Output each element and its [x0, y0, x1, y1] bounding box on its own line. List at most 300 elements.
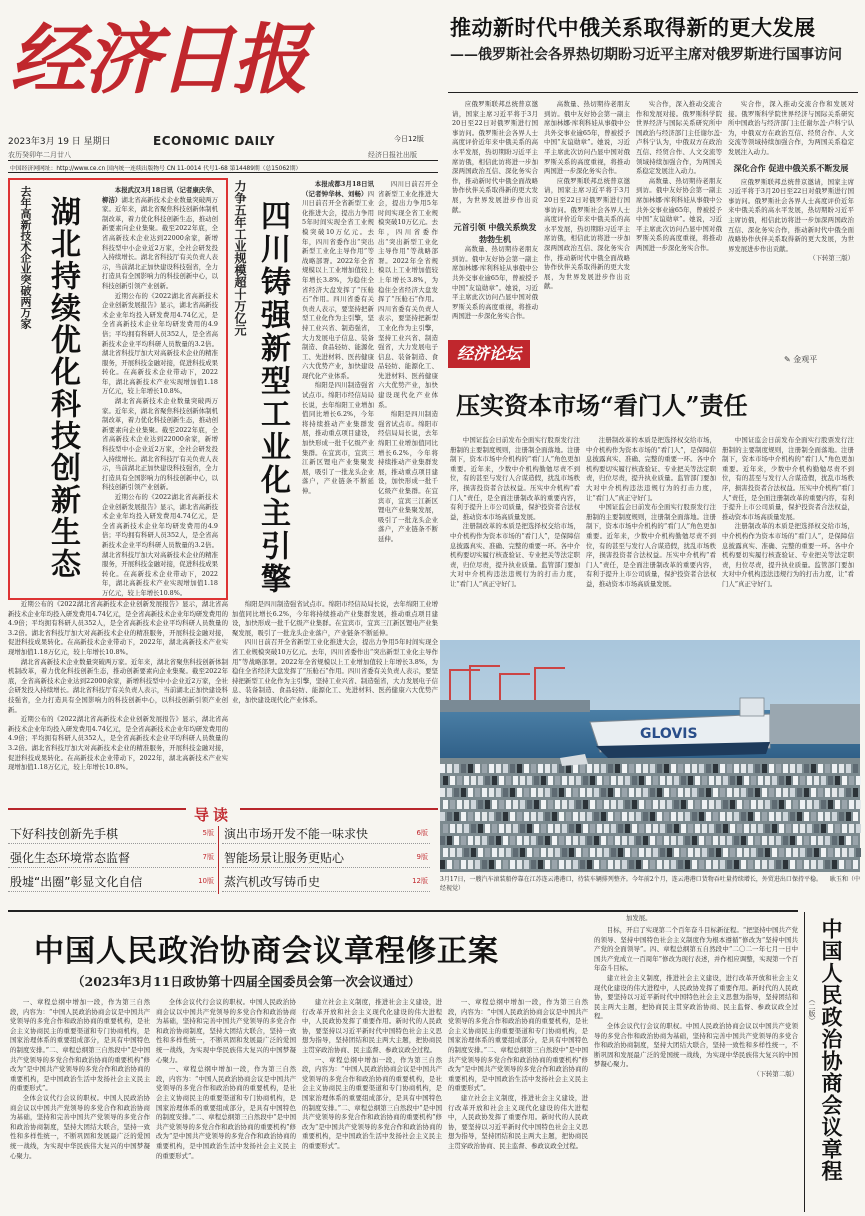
parked-car	[643, 788, 648, 797]
parked-car	[720, 764, 725, 773]
parked-car	[618, 848, 623, 857]
parked-car	[601, 836, 606, 845]
parked-car	[688, 848, 693, 857]
parked-car	[440, 788, 445, 797]
parked-car	[839, 860, 844, 869]
photo-caption: 3月17日，一艘汽车滚装船停靠在江苏连云港港口，待装车辆排列整齐。今年前2个月，连云港港口货物吞吐量持续增长，外贸进出口保持平稳。 耿玉和（中经视觉）	[440, 876, 860, 892]
parked-car	[583, 776, 588, 785]
parked-car	[804, 812, 809, 821]
guide-item-title: 强化生态环境常态监督	[10, 851, 131, 865]
parked-car	[776, 836, 781, 845]
guide-item-page: 9版	[416, 853, 428, 861]
parked-car	[790, 836, 795, 845]
parked-car	[720, 860, 725, 869]
parked-car	[772, 776, 777, 785]
parked-car	[443, 848, 448, 857]
parked-car	[762, 788, 767, 797]
masthead-title: 经济日报	[10, 15, 306, 104]
parked-car	[825, 836, 830, 845]
parked-car	[527, 848, 532, 857]
parked-car	[713, 788, 718, 797]
parked-car	[625, 824, 630, 833]
parked-car	[674, 824, 679, 833]
parked-car	[464, 776, 469, 785]
parked-car	[849, 848, 854, 857]
parked-car	[748, 788, 753, 797]
parked-car	[751, 848, 756, 857]
parked-car	[590, 800, 595, 809]
parked-car	[559, 860, 564, 869]
parked-car	[762, 860, 767, 869]
parked-car	[748, 764, 753, 773]
parked-car	[723, 848, 728, 857]
parked-car	[643, 812, 648, 821]
parked-car	[849, 776, 854, 785]
parked-car	[615, 764, 620, 773]
parked-car	[734, 836, 739, 845]
parked-car	[503, 860, 508, 869]
parked-car	[807, 848, 812, 857]
parked-car	[779, 848, 784, 857]
parked-car	[454, 788, 459, 797]
top-story-col-2: 高数量、热切期待老朋友到访。俄中友好协会第一副主席加林娜·库利科娃从事俄中公共外交事业逾65年，曾被授予中国“友谊勋章”。她说，习近平主席此次访问凸显中国对俄罗斯关系的高度重视，将推动两国进一步深化务实合作。 应俄罗斯联邦总统普京邀请，国家主席习近平将于3月20日至22日对俄罗斯进行国事访问。俄罗斯社会各界人士高度评价近年来中俄关系的高水平发展，热切期盼习近平主席访俄，相信此访将进一步加深两国政治互信、深化务实合作，推动新时代中俄全面战略协作伙伴关系取得新的更大发展，为世界发展进步作出贡献。	[544, 100, 630, 291]
guide-item[interactable]	[8, 870, 216, 892]
parked-car	[464, 824, 469, 833]
parked-car	[471, 800, 476, 809]
parked-car	[461, 788, 466, 797]
parked-car	[548, 800, 553, 809]
parked-car	[769, 788, 774, 797]
parked-car	[604, 776, 609, 785]
parked-car	[681, 848, 686, 857]
parked-car	[776, 860, 781, 869]
parked-car	[737, 800, 742, 809]
parked-car	[828, 776, 833, 785]
parked-car	[552, 860, 557, 869]
parked-car	[583, 824, 588, 833]
parked-car	[835, 848, 840, 857]
parked-car	[475, 764, 480, 773]
parked-car	[611, 776, 616, 785]
guide-item-page: 7版	[202, 853, 214, 861]
parked-car	[730, 824, 735, 833]
parked-car	[727, 812, 732, 821]
parked-car	[552, 812, 557, 821]
parked-car	[762, 812, 767, 821]
parked-car	[468, 836, 473, 845]
parked-car	[506, 800, 511, 809]
parked-car	[552, 764, 557, 773]
parked-car	[678, 764, 683, 773]
port-photo-illustration	[440, 640, 860, 872]
parked-car	[814, 824, 819, 833]
parked-car	[615, 860, 620, 869]
parked-car	[545, 836, 550, 845]
parked-car	[706, 836, 711, 845]
parked-car	[730, 800, 735, 809]
guide-item-page: 6版	[416, 829, 428, 837]
parked-car	[685, 764, 690, 773]
port-photo	[440, 640, 860, 872]
parked-car	[793, 800, 798, 809]
parked-car	[783, 836, 788, 845]
parked-car	[643, 764, 648, 773]
sichuan-headline: 四川铸强新型工业化主引擎	[255, 200, 290, 596]
parked-car	[548, 824, 553, 833]
parked-car	[622, 764, 627, 773]
parked-car	[695, 800, 700, 809]
parked-car	[807, 776, 812, 785]
parked-car	[776, 788, 781, 797]
parked-car	[657, 764, 662, 773]
parked-car	[566, 812, 571, 821]
parked-car	[678, 860, 683, 869]
parked-car	[489, 788, 494, 797]
lunar-date: 农历癸卯年二月廿八	[8, 151, 71, 159]
parked-car	[751, 800, 756, 809]
parked-car	[821, 824, 826, 833]
parked-car	[713, 860, 718, 869]
parked-car	[667, 776, 672, 785]
parked-car	[839, 764, 844, 773]
parked-car	[832, 836, 837, 845]
parked-car	[545, 764, 550, 773]
parked-car	[615, 812, 620, 821]
parked-car	[447, 764, 452, 773]
parked-car	[443, 824, 448, 833]
parked-car	[706, 788, 711, 797]
guide-item-page: 5版	[202, 829, 214, 837]
parked-car	[797, 788, 802, 797]
parked-car	[552, 836, 557, 845]
parked-car	[800, 800, 805, 809]
parked-car	[629, 860, 634, 869]
parked-car	[482, 764, 487, 773]
parked-car	[454, 764, 459, 773]
parked-car	[790, 764, 795, 773]
top-story-col-1: 应俄罗斯联邦总统普京邀请，国家主席习近平将于3月20日至22日对俄罗斯进行国事访问。俄罗斯社会各界人士高度评价近年来中俄关系的高水平发展，热切期盼习近平主席访俄，相信此访将进一步加深两国政治互信、深化务实合作，推动新时代中俄全面战略协作伙伴关系取得新的更大发展，为世界发展进步作出贡献。 元首引领 中俄关系焕发勃勃生机 高数量、热切期待老朋友到访。俄中友好协会第一副主席加林娜·库利科娃从事俄中公共外交事业逾65年，曾被授予中国“友谊勋章”。她说，习近平主席此次访问凸显中国对俄罗斯关系的高度重视，将推动两国进一步深化务实合作。	[452, 100, 538, 321]
parked-car	[741, 836, 746, 845]
parked-car	[699, 812, 704, 821]
bottom-col-5: 目标，开启了实现第二个百年奋斗目标新征程。“把坚持中国共产党的领导、坚持中国特色社会主义制度作为根本遵循”修改为“坚持中国共产党的全面领导”。四、章程总纲第五自然段中“二〇二一年七月一日中国共产党成立一百周年”修改为现行表述，并作相应调整，实现第一个百年奋斗目标。 建立社会主义制度，推进社会主义建设，进行改革开放和社会主义现代化建设的伟大进程中，人民政协发挥了重要作用。新时代的人民政协，要坚持以习近平新时代中国特色社会主义思想为指导，坚持团结和民主两大主题，把协商民主贯穿政治协商、民主监督、参政议政全过程。 全体会议代行会议的职权。中国人民政治协商会议以中国共产党领导的多党合作和政治协商为基础，坚持和完善中国共产党领导的多党合作和政治协商制度，坚持大团结大联合，坚持一致性和多样性统一，不断巩固和发展最广泛的爱国统一战线，为实现中华民族伟大复兴的中国梦凝心聚力。 （下转第二版）	[594, 926, 798, 1078]
parked-car	[772, 848, 777, 857]
parked-car	[555, 776, 560, 785]
parked-car	[772, 800, 777, 809]
parked-car	[695, 824, 700, 833]
parked-car	[524, 836, 529, 845]
parked-car	[664, 788, 669, 797]
parked-car	[818, 860, 823, 869]
parked-car	[702, 824, 707, 833]
parked-car	[811, 836, 816, 845]
parked-car	[671, 788, 676, 797]
parked-car	[737, 824, 742, 833]
parked-car	[800, 848, 805, 857]
parked-car	[604, 824, 609, 833]
parked-car	[496, 836, 501, 845]
parked-car	[657, 788, 662, 797]
parked-car	[825, 764, 830, 773]
parked-car	[447, 860, 452, 869]
guide-item[interactable]	[222, 870, 430, 892]
charter-side-box	[804, 912, 858, 1212]
parked-car	[853, 860, 858, 869]
guide-item-page: 10版	[198, 877, 214, 885]
parked-car	[776, 764, 781, 773]
parked-car	[482, 788, 487, 797]
parked-car	[604, 800, 609, 809]
parked-car	[636, 812, 641, 821]
page-count: 今日12版	[394, 135, 424, 143]
parked-car	[618, 776, 623, 785]
parked-car	[779, 776, 784, 785]
parked-car	[527, 824, 532, 833]
parked-car	[727, 764, 732, 773]
parked-car	[828, 824, 833, 833]
parked-car	[443, 800, 448, 809]
parked-car	[450, 848, 455, 857]
parked-car	[744, 848, 749, 857]
parked-car	[510, 860, 515, 869]
parked-car	[573, 860, 578, 869]
parked-car	[779, 824, 784, 833]
guide-item-title: 下好科技创新先手棋	[10, 827, 119, 841]
parked-car	[846, 836, 851, 845]
parked-car	[737, 848, 742, 857]
photo-credit: 耿玉和（中经视觉）	[440, 876, 860, 892]
parked-car	[849, 800, 854, 809]
parked-car	[660, 776, 665, 785]
parked-car	[541, 776, 546, 785]
parked-car	[653, 824, 658, 833]
parked-car	[702, 848, 707, 857]
parked-car	[485, 776, 490, 785]
parked-car	[720, 812, 725, 821]
parked-car	[555, 800, 560, 809]
parked-car	[461, 812, 466, 821]
parked-car	[524, 812, 529, 821]
parked-car	[538, 836, 543, 845]
parked-car	[765, 848, 770, 857]
parked-car	[678, 836, 683, 845]
parked-car	[506, 824, 511, 833]
parked-car	[748, 812, 753, 821]
parked-car	[674, 776, 679, 785]
forum-col-1: 中国证监会日前发布全面实行股票发行注册制的主要制度规则，注册制全面落地。注册制下，资本市场中介机构的“看门人”角色更加重要。近年来，少数中介机构勤勉尽责不到位，有的甚至与发行人合谋造假，扰乱市场秩序，损害投资者合法权益。压实中介机构“看门人”责任，是全面注册制改革的重要内容，有利于提升上市公司质量，保护投资者合法权益，推动资本市场高质量发展。 注册制改革的本质是把选择权交给市场，中介机构作为资本市场的“看门人”，是保障信息披露真实、准确、完整的重要一环。各中介机构要切实履行核查验证、专业把关等法定职责，归位尽责，提升执业质量。监管部门要加大对中介机构违法违规行为的打击力度，让“看门人”真正守好门。	[450, 436, 580, 588]
parked-car	[685, 836, 690, 845]
parked-car	[597, 824, 602, 833]
parked-car	[489, 812, 494, 821]
parked-car	[447, 788, 452, 797]
parked-car	[499, 800, 504, 809]
forum-author: ✎ 金观平	[784, 355, 818, 364]
parked-car	[636, 860, 641, 869]
parked-car	[716, 776, 721, 785]
parked-car	[688, 800, 693, 809]
publisher: 经济日报社出版	[368, 151, 417, 159]
parked-car	[492, 776, 497, 785]
parked-car	[853, 788, 858, 797]
parked-car	[751, 824, 756, 833]
parked-car	[646, 800, 651, 809]
parked-car	[842, 776, 847, 785]
parked-car	[594, 860, 599, 869]
parked-car	[580, 764, 585, 773]
parked-car	[527, 776, 532, 785]
parked-car	[485, 800, 490, 809]
parked-car	[482, 812, 487, 821]
parked-car	[692, 812, 697, 821]
parked-car	[534, 776, 539, 785]
parked-car	[531, 764, 536, 773]
parked-car	[856, 776, 861, 785]
parked-car	[499, 776, 504, 785]
parked-car	[513, 824, 518, 833]
english-title: ECONOMIC DAILY	[153, 134, 276, 148]
guide-item-title: 殷墟“出圈”彰显文化自信	[10, 875, 143, 889]
parked-car	[842, 848, 847, 857]
parked-car	[531, 788, 536, 797]
parked-car	[541, 800, 546, 809]
parked-car	[538, 812, 543, 821]
parked-car	[811, 788, 816, 797]
bottom-headline: 中国人民政治协商会议章程修正案	[34, 934, 499, 969]
parked-car	[741, 788, 746, 797]
parked-car	[846, 764, 851, 773]
parked-car	[440, 836, 445, 845]
guide-item[interactable]	[222, 822, 430, 844]
parked-car	[734, 812, 739, 821]
pen-icon: ✎	[784, 355, 791, 364]
parked-car	[517, 788, 522, 797]
parked-car	[559, 812, 564, 821]
parked-car	[653, 776, 658, 785]
parked-car	[797, 860, 802, 869]
parked-car	[608, 860, 613, 869]
parked-car	[629, 764, 634, 773]
parked-car	[825, 788, 830, 797]
parked-car	[440, 860, 445, 869]
parked-car	[755, 788, 760, 797]
parked-car	[646, 848, 651, 857]
parked-car	[496, 860, 501, 869]
guide-title: 导读	[186, 804, 240, 825]
parked-car	[597, 776, 602, 785]
parked-car	[562, 800, 567, 809]
parked-car	[573, 836, 578, 845]
parked-car	[468, 788, 473, 797]
parked-car	[832, 788, 837, 797]
parked-car	[580, 812, 585, 821]
parked-car	[776, 812, 781, 821]
parked-car	[818, 788, 823, 797]
parked-car	[475, 812, 480, 821]
parked-car	[720, 788, 725, 797]
parked-car	[531, 860, 536, 869]
top-story-section-1: 元首引领 中俄关系焕发勃勃生机	[453, 222, 537, 245]
parked-car	[636, 788, 641, 797]
parked-car	[811, 764, 816, 773]
parked-car	[835, 800, 840, 809]
parked-car	[695, 776, 700, 785]
top-story-subhead: ——俄罗斯社会各界热切期盼习近平主席对俄罗斯进行国事访问	[450, 47, 842, 63]
parked-car	[814, 800, 819, 809]
parked-car	[825, 860, 830, 869]
parked-car	[513, 776, 518, 785]
parked-car	[534, 824, 539, 833]
parked-car	[800, 776, 805, 785]
parked-car	[818, 812, 823, 821]
guide-item[interactable]	[8, 822, 216, 844]
parked-car	[804, 788, 809, 797]
guide-item-title: 蒸汽机改写铸币史	[224, 875, 321, 889]
parked-car	[692, 764, 697, 773]
parked-car	[538, 788, 543, 797]
parked-car	[611, 800, 616, 809]
parked-car	[506, 848, 511, 857]
parked-car	[688, 776, 693, 785]
hubei-col-1: 本报武汉3月18日讯（记者康庆华、柳洁）湖北省高新技术企业数量突破两万家。近年来，湖北省聚焦科技创新体制机制改革，着力优化科技创新生态，推动创新要素向企业集聚。截至2022年底，全省高新技术企业达到22000余家，新增科技型中小企业近2万家，全社会研发投入持续增长。湖北省科技厅有关负责人表示，当前湖北正加快建设科技强省，全力打造具有全国影响力的科技创新中心，以科技创新引领产业创新。 近期公布的《2022湖北省高新技术企业创新发展报告》显示，湖北省高新技术企业年均投入研发费用4.74亿元，是全省高新技术企业年均研发费用的4.9倍；平均拥有科研人员352人，是全省高新技术企业平均科研人员数量的3.2倍。湖北省科技厅加大对高新技术企业的精准服务，开展科技金融对接，促进科技成果转化。在高新技术企业带动下，2022年，湖北高新技术产业实现增加值1.18万亿元，较上年增长10.8%。 湖北省高新技术企业数量突破两万家。近年来，湖北省聚焦科技创新体制机制改革，着力优化科技创新生态，推动创新要素向企业集聚。截至2022年底，全省高新技术企业达到22000余家，新增科技型中小企业近2万家，全社会研发投入持续增长。湖北省科技厅有关负责人表示，当前湖北正加快建设科技强省，全力打造具有全国影响力的科技创新中心，以科技创新引领产业创新。 近期公布的《2022湖北省高新技术企业创新发展报告》显示，湖北省高新技术企业年均投入研发费用4.74亿元，是全省高新技术企业年均研发费用的4.9倍；平均拥有科研人员352人，是全省高新技术企业平均科研人员数量的3.2倍。湖北省科技厅加大对高新技术企业的精准服务，开展科技金融对接，促进科技成果转化。在高新技术企业带动下，2022年，湖北高新技术产业实现增加值1.18万亿元，较上年增长10.8%。	[102, 186, 219, 597]
parked-car	[702, 800, 707, 809]
parked-car	[520, 848, 525, 857]
parked-car	[618, 800, 623, 809]
parked-car	[583, 800, 588, 809]
parked-car	[594, 764, 599, 773]
parked-car	[709, 824, 714, 833]
parked-car	[471, 824, 476, 833]
parked-car	[520, 824, 525, 833]
parked-car	[685, 860, 690, 869]
guide-item[interactable]	[8, 846, 216, 868]
hubei-headline: 湖北持续优化科技创新生态	[45, 196, 80, 580]
parked-car	[797, 836, 802, 845]
parked-car	[681, 800, 686, 809]
parked-car	[723, 824, 728, 833]
parked-car	[737, 776, 742, 785]
parked-car	[800, 824, 805, 833]
parked-car	[503, 812, 508, 821]
sichuan-col-2: 四川日前召开全省新型工业化推进大会，提出力争用5年时间实现全省工业规模突破10万亿元。去年，四川省委作出“突出新型工业化主导作用”等战略部署。2022年全省规模以上工业增加值较上年增长3.8%，为稳住全省经济大盘发挥了“压舱石”作用。四川省委有关负责人表示，要坚持把新型工业化作为主引擎，坚持工业兴省、制造强省，大力发展电子信息、装备制造、食品轻纺、能源化工、先进材料、医药健康六大优势产业，加快建设现代化产业体系。 绵阳是四川制造强省试点市。绵阳市经信局局长说，去年绵阳工业增加值同比增长6.2%，今年将持续推动产业集群发展，推动重点项目建设，加快形成一批千亿级产业集群。在宜宾市，宜宾三江新区锂电产业集聚发展，吸引了一批龙头企业落户，产业链条不断延伸。	[378, 180, 438, 543]
parked-car	[475, 836, 480, 845]
parked-car	[706, 812, 711, 821]
guide-item-title: 演出市场开发不能一味求快	[224, 827, 369, 841]
parked-car	[793, 824, 798, 833]
parked-car	[664, 836, 669, 845]
guide-item[interactable]	[222, 846, 430, 868]
parked-car	[853, 764, 858, 773]
parked-car	[447, 812, 452, 821]
sichuan-col-1: 本报成都3月18日讯（记者钟华林、刘畅）四川日前召开全省新型工业化推进大会，提出力争用5年时间实现全省工业规模突破10万亿元。去年，四川省委作出“突出新型工业化主导作用”等战略部署。2022年全省规模以上工业增加值较上年增长3.8%，为稳住全省经济大盘发挥了“压舱石”作用。四川省委有关负责人表示，要坚持把新型工业化作为主引擎，坚持工业兴省、制造强省，大力发展电子信息、装备制造、食品轻纺、能源化工、先进材料、医药健康六大优势产业，加快建设现代化产业体系。 绵阳是四川制造强省试点市。绵阳市经信局局长说，去年绵阳工业增加值同比增长6.2%，今年将持续推动产业集群发展，推动重点项目建设，加快形成一批千亿级产业集群。在宜宾市，宜宾三江新区锂电产业集聚发展，吸引了一批龙头企业落户，产业链条不断延伸。	[302, 180, 374, 495]
parked-car	[783, 860, 788, 869]
parked-car	[720, 836, 725, 845]
parked-car	[702, 776, 707, 785]
parked-car	[461, 764, 466, 773]
bottom-col-3: 建立社会主义制度，推进社会主义建设，进行改革开放和社会主义现代化建设的伟大进程中，人民政协发挥了重要作用。新时代的人民政协，要坚持以习近平新时代中国特色社会主义思想为指导，坚持团结和民主两大主题，把协商民主贯穿政治协商、民主监督、参政议政全过程。 一、章程总纲中增加一段，作为第三自然段，内容为：“中国人民政治协商会议是中国共产党领导的多党合作和政治协商的重要机构，是社会主义协商民主的重要渠道和专门协商机构，是国家治理体系的重要组成部分，是具有中国特色的制度安排。”二、章程总纲第三自然段中“是中国共产党领导的多党合作和政治协商的重要机构”修改为“是中国共产党领导的多党合作和政治协商的重要机构，是中国政治生活中发扬社会主义民主的重要形式”。	[302, 998, 442, 1150]
parked-car	[440, 812, 445, 821]
parked-car	[506, 776, 511, 785]
parked-car	[590, 848, 595, 857]
parked-car	[786, 848, 791, 857]
parked-car	[828, 848, 833, 857]
parked-car	[513, 800, 518, 809]
parked-car	[531, 812, 536, 821]
bottom-continued: （下转第二版）	[753, 1069, 798, 1078]
parked-car	[468, 764, 473, 773]
parked-car	[734, 788, 739, 797]
parked-car	[576, 848, 581, 857]
parked-car	[755, 836, 760, 845]
parked-car	[660, 800, 665, 809]
